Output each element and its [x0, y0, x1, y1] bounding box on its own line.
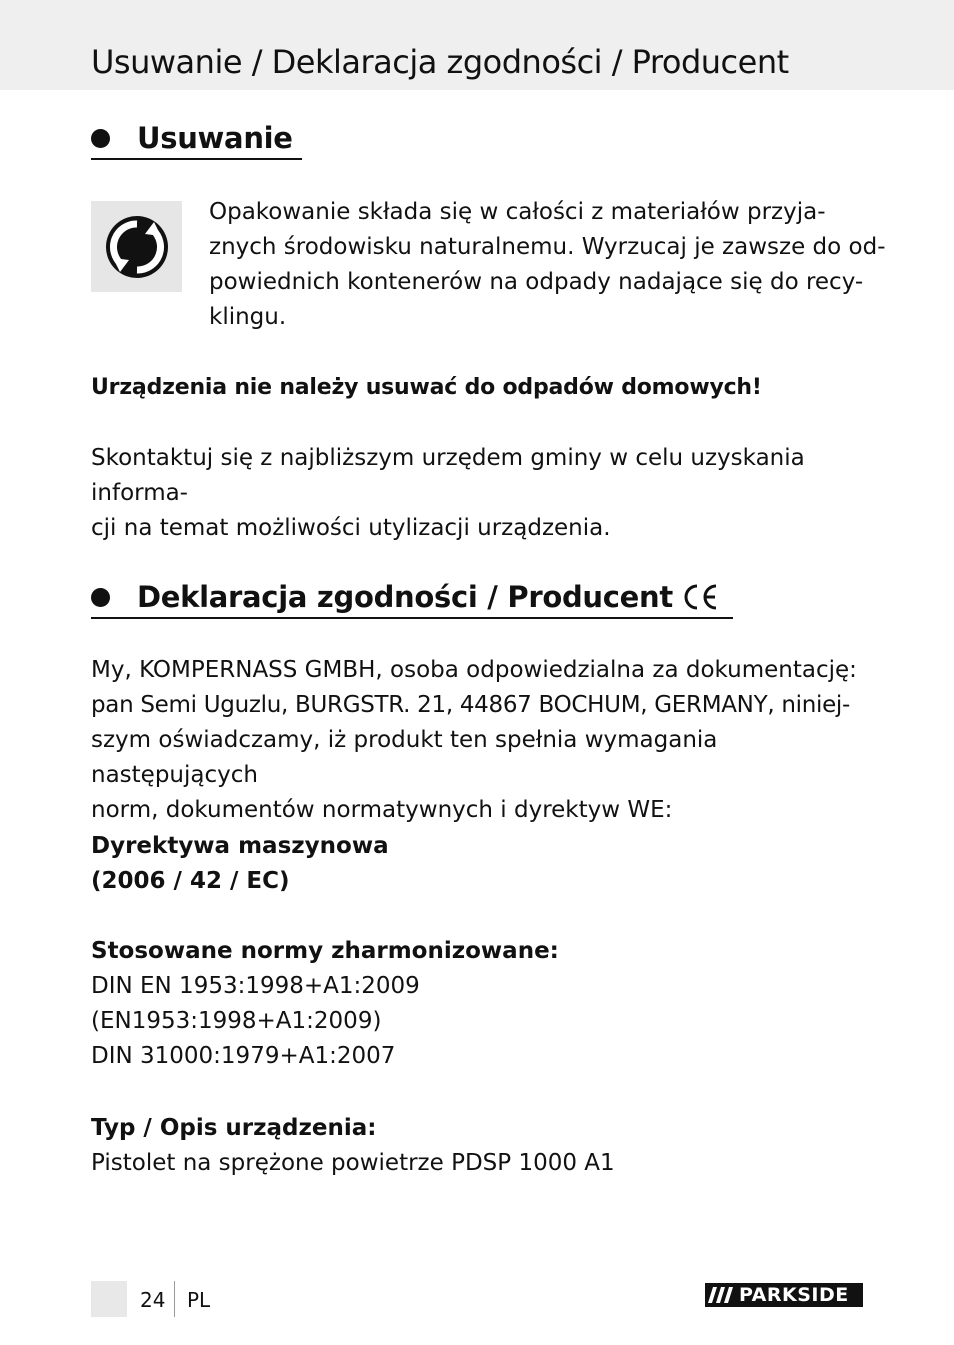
- directive-name: Dyrektywa maszynowa: [91, 833, 389, 859]
- packaging-paragraph: [209, 195, 889, 335]
- recycle-symbol: [104, 214, 170, 280]
- contact-paragraph: [91, 441, 866, 546]
- device-block: [91, 1111, 866, 1181]
- section-title: Deklaracja zgodności / Producent: [137, 580, 673, 614]
- standards-block: [91, 934, 866, 1074]
- device-heading: Typ / Opis urządzenia:: [91, 1115, 377, 1141]
- footer-divider: [174, 1281, 175, 1317]
- ce-mark-icon: [683, 583, 719, 611]
- text-line: Opakowanie składa się w całości z materiałów przyja-: [209, 199, 826, 225]
- text-line: klingu.: [209, 304, 287, 330]
- brand-name: PARKSIDE: [739, 1284, 849, 1306]
- section-heading-declaration: [91, 577, 733, 619]
- parkside-logo: [705, 1283, 863, 1307]
- section-heading-disposal: [91, 118, 302, 160]
- bullet-icon: [91, 129, 110, 148]
- standards-heading: Stosowane normy zharmonizowane:: [91, 938, 559, 964]
- disposal-warning: Urządzenia nie należy usuwać do odpadów domowych!: [91, 375, 762, 400]
- directive-code: (2006 / 42 / EC): [91, 868, 290, 894]
- text-line: cji na temat możliwości utylizacji urządzenia.: [91, 515, 611, 541]
- device-value: Pistolet na sprężone powietrze PDSP 1000 A1: [91, 1150, 615, 1176]
- language-code: PL: [187, 1288, 211, 1312]
- standard-item: DIN 31000:1979+A1:2007: [91, 1043, 396, 1069]
- text-line: norm, dokumentów normatywnych i dyrektyw WE:: [91, 797, 673, 823]
- directive-block: [91, 829, 866, 899]
- green-dot-recycling-icon: [91, 201, 182, 292]
- declaration-intro: [91, 653, 871, 828]
- page-marker-box: [91, 1281, 127, 1317]
- text-line: My, KOMPERNASS GMBH, osoba odpowiedzialna za dokumentację:: [91, 657, 857, 683]
- page-title: Usuwanie / Deklaracja zgodności / Producent: [91, 43, 789, 81]
- text-line: powiednich kontenerów na odpady nadające się do recy-: [209, 269, 864, 295]
- standard-item: (EN1953:1998+A1:2009): [91, 1008, 382, 1034]
- text-line: pan Semi Uguzlu, BURGSTR. 21, 44867 BOCHUM, GERMANY, niniej-: [91, 692, 851, 718]
- text-line: znych środowisku naturalnemu. Wyrzucaj je zawsze do od-: [209, 234, 886, 260]
- logo-stripes-icon: [707, 1283, 737, 1307]
- text-line: szym oświadczamy, iż produkt ten spełnia wymagania następujących: [91, 727, 718, 788]
- page-number: 24: [140, 1288, 166, 1312]
- text-line: Skontaktuj się z najbliższym urzędem gminy w celu uzyskania informa-: [91, 445, 805, 506]
- bullet-icon: [91, 588, 110, 607]
- section-title: Usuwanie: [137, 121, 293, 155]
- standard-item: DIN EN 1953:1998+A1:2009: [91, 973, 420, 999]
